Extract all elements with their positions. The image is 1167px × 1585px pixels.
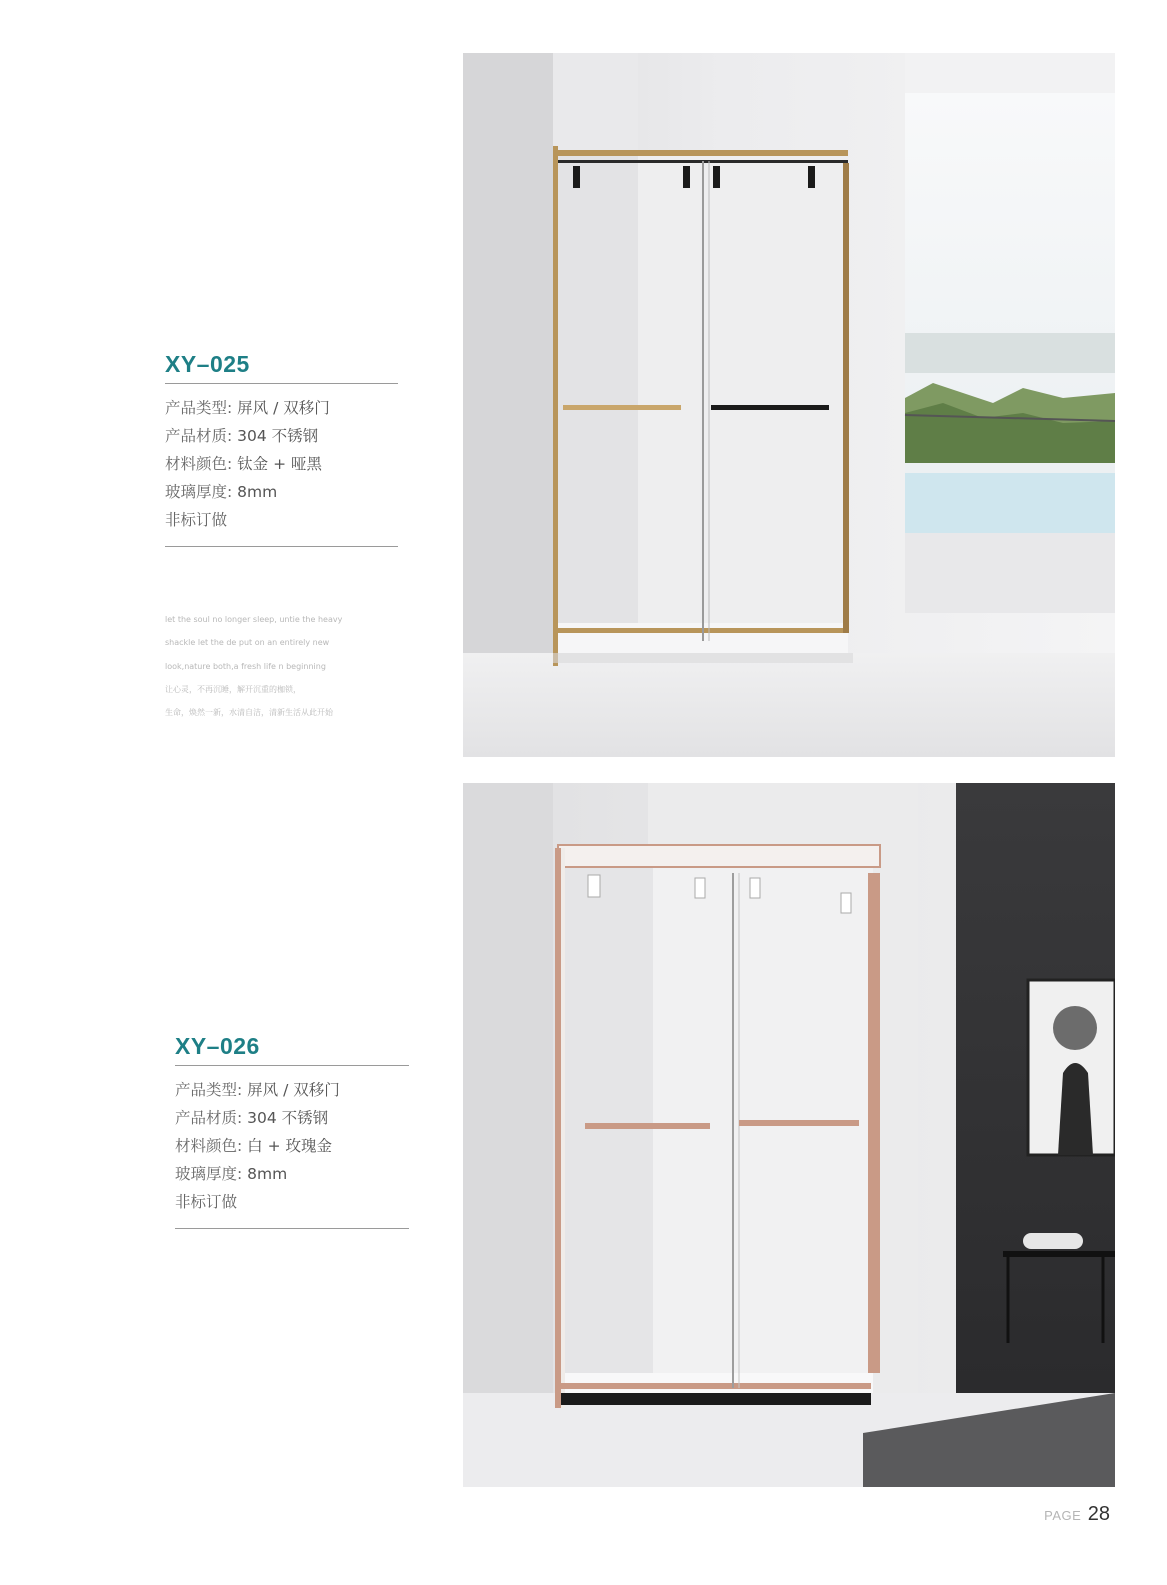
spec-list [175, 1066, 409, 1228]
spec-item-custom: 非标订做 [175, 1193, 238, 1211]
page-number-value: 28 [1087, 1503, 1110, 1525]
tagline-line: 生命，焕然一新，水清自洁，清新生活从此开始 [165, 708, 333, 718]
divider [165, 546, 398, 547]
product-code: XY–025 [165, 351, 250, 377]
tagline [165, 608, 410, 724]
divider [175, 1228, 409, 1229]
page-number [1044, 1503, 1110, 1526]
product-xy-025-info [165, 345, 398, 547]
tagline-line: 让心灵，不再沉睡，解开沉重的枷锁， [165, 684, 301, 694]
spec-item-type: 产品类型: 屏风 / 双移门 [175, 1081, 340, 1099]
spec-list [165, 384, 398, 546]
product-code: XY–026 [175, 1033, 260, 1059]
product-xy-026-info [175, 1027, 409, 1229]
spec-item-glass: 玻璃厚度: 8mm [175, 1165, 288, 1183]
spec-item-custom: 非标订做 [165, 511, 228, 529]
spec-item-material: 产品材质: 304 不锈钢 [175, 1109, 329, 1127]
spec-item-color: 材料颜色: 白 + 玫瑰金 [175, 1137, 333, 1155]
tagline-line: shackle let the de put on an entirely new [165, 638, 330, 648]
tagline-line: look,nature both,a fresh life n beginning [165, 661, 326, 671]
page-label: PAGE [1044, 1508, 1082, 1523]
spec-item-material: 产品材质: 304 不锈钢 [165, 427, 319, 445]
tagline-line: let the soul no longer sleep, untie the heavy [165, 615, 343, 624]
spec-item-glass: 玻璃厚度: 8mm [165, 483, 278, 501]
product-photo-xy-025 [463, 53, 1115, 757]
product-photo-xy-026 [463, 783, 1115, 1487]
spec-item-type: 产品类型: 屏风 / 双移门 [165, 399, 330, 417]
spec-item-color: 材料颜色: 钛金 + 哑黑 [165, 455, 323, 473]
